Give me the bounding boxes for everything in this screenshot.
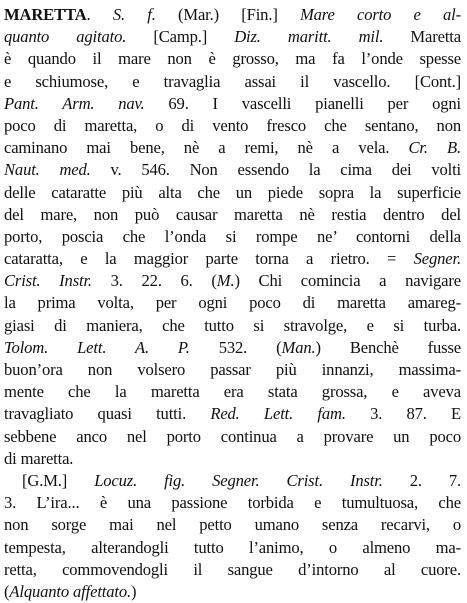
- citation-text: Crist. Instr.: [4, 271, 92, 291]
- body-text: 2. 7.: [382, 470, 461, 490]
- body-text: buon’ora non volsero passar più innanzi, massima-: [4, 360, 461, 379]
- body-text: tempesta, alterandogli tutto l’animo, o almeno ma-: [4, 537, 461, 557]
- body-text: ) Chi comincia a navigare: [234, 271, 461, 291]
- text-line: [4, 115, 461, 137]
- text-line: [4, 93, 461, 115]
- citation-text: Mare corto e al-: [299, 5, 461, 24]
- text-line: [4, 381, 461, 403]
- text-line: [4, 4, 461, 26]
- citation-text: Cr. B.: [408, 138, 461, 158]
- text-line: [4, 226, 461, 248]
- body-text: (Mar.) [Fin.]: [155, 5, 300, 24]
- body-text: poco di maretta, o di vento fresco che sentano, non: [4, 115, 461, 135]
- text-line: [4, 182, 461, 204]
- body-text: giasi di maniera, che tutto si stravolge, e si turba.: [4, 315, 461, 335]
- body-text: non sorge mai nel petto umano senza recarvi, o: [4, 515, 461, 535]
- body-text: e schiumose, e travaglia assai il vascello. [Cont.]: [4, 71, 461, 91]
- text-line: [4, 359, 461, 381]
- body-text: travagliato quasi tutti.: [4, 404, 211, 424]
- body-text: .: [86, 5, 113, 24]
- body-text: è quando il mare non è grosso, ma fa l’onde spesse: [4, 49, 461, 69]
- body-text: di maretta.: [4, 448, 74, 468]
- text-line: [4, 270, 461, 292]
- body-text: 3. L’ira... è una passione torbida e tumultuosa, che: [4, 493, 461, 513]
- citation-text: Locuz. fig. Segner. Crist. Instr.: [94, 470, 383, 490]
- body-text: mente che la maretta era stata grossa, e aveva: [4, 382, 461, 402]
- citation-text: S. f.: [112, 5, 156, 24]
- headword: MARETTA: [4, 5, 87, 24]
- text-line: [4, 426, 461, 448]
- text-line: [4, 337, 461, 359]
- text-line: [4, 448, 461, 470]
- citation-text: M.: [216, 271, 235, 291]
- text-line: [4, 581, 461, 603]
- citation-text: Man.: [281, 337, 316, 357]
- text-line: [4, 492, 461, 514]
- citation-text: Naut. med.: [4, 160, 91, 180]
- citation-text: Red. Lett. fam.: [210, 404, 346, 424]
- body-text: [G.M.]: [22, 470, 95, 490]
- citation-text: Diz. maritt. mil.: [234, 27, 384, 47]
- citation-text: Tolom. Lett. A. P.: [4, 337, 190, 357]
- body-text: 69. I vascelli pianelli per ogni: [144, 93, 461, 113]
- citation-text: Alquanto affettato.: [9, 581, 131, 601]
- text-line: [4, 71, 461, 93]
- body-text: del mare, non può causar maretta nè restia dentro del: [4, 204, 461, 224]
- text-line: [4, 26, 461, 48]
- text-line: [4, 559, 461, 581]
- body-text: 3. 22. 6. (: [91, 271, 217, 291]
- dictionary-entry-maretta: [4, 4, 461, 603]
- text-line: [4, 537, 461, 559]
- body-text: retta, commovendogli il sangue d’intorno al cuore.: [4, 559, 461, 579]
- body-text: 532. (: [189, 337, 282, 357]
- body-text: delle cataratte più alta che un piede sopra la superficie: [4, 182, 461, 202]
- text-line: [4, 470, 461, 492]
- text-line: [4, 315, 461, 337]
- text-line: [4, 403, 461, 425]
- text-line: [4, 48, 461, 70]
- text-line: [4, 137, 461, 159]
- body-text: 3. 87. E: [345, 404, 462, 424]
- body-text: (: [4, 581, 10, 601]
- body-text: v. 546. Non essendo la cima dei volti: [90, 160, 461, 180]
- body-text: porto, poscia che l’onda si rompe ne’ contorni della: [4, 226, 461, 246]
- text-line: [4, 204, 461, 226]
- text-line: [4, 159, 461, 181]
- citation-text: Pant. Arm. nav.: [4, 93, 145, 113]
- body-text: la prima volta, per ogni poco di maretta amareg-: [4, 293, 461, 313]
- text-line: [4, 292, 461, 314]
- body-text: ): [131, 581, 137, 601]
- body-text: Maretta: [383, 27, 461, 47]
- body-text: caminano mai bene, nè a remi, nè a vela.: [4, 138, 409, 158]
- body-text: sebbene anco nel porto continua a provare un poco: [4, 426, 461, 446]
- citation-text: quanto agitato.: [4, 27, 127, 47]
- body-text: [Camp.]: [126, 27, 235, 47]
- citation-text: Segner.: [413, 249, 461, 269]
- text-line: [4, 514, 461, 536]
- body-text: ) Benchè fusse: [315, 337, 461, 357]
- text-line: [4, 248, 461, 270]
- body-text: cataratta, e la maggior parte torna a rietro. =: [4, 249, 414, 269]
